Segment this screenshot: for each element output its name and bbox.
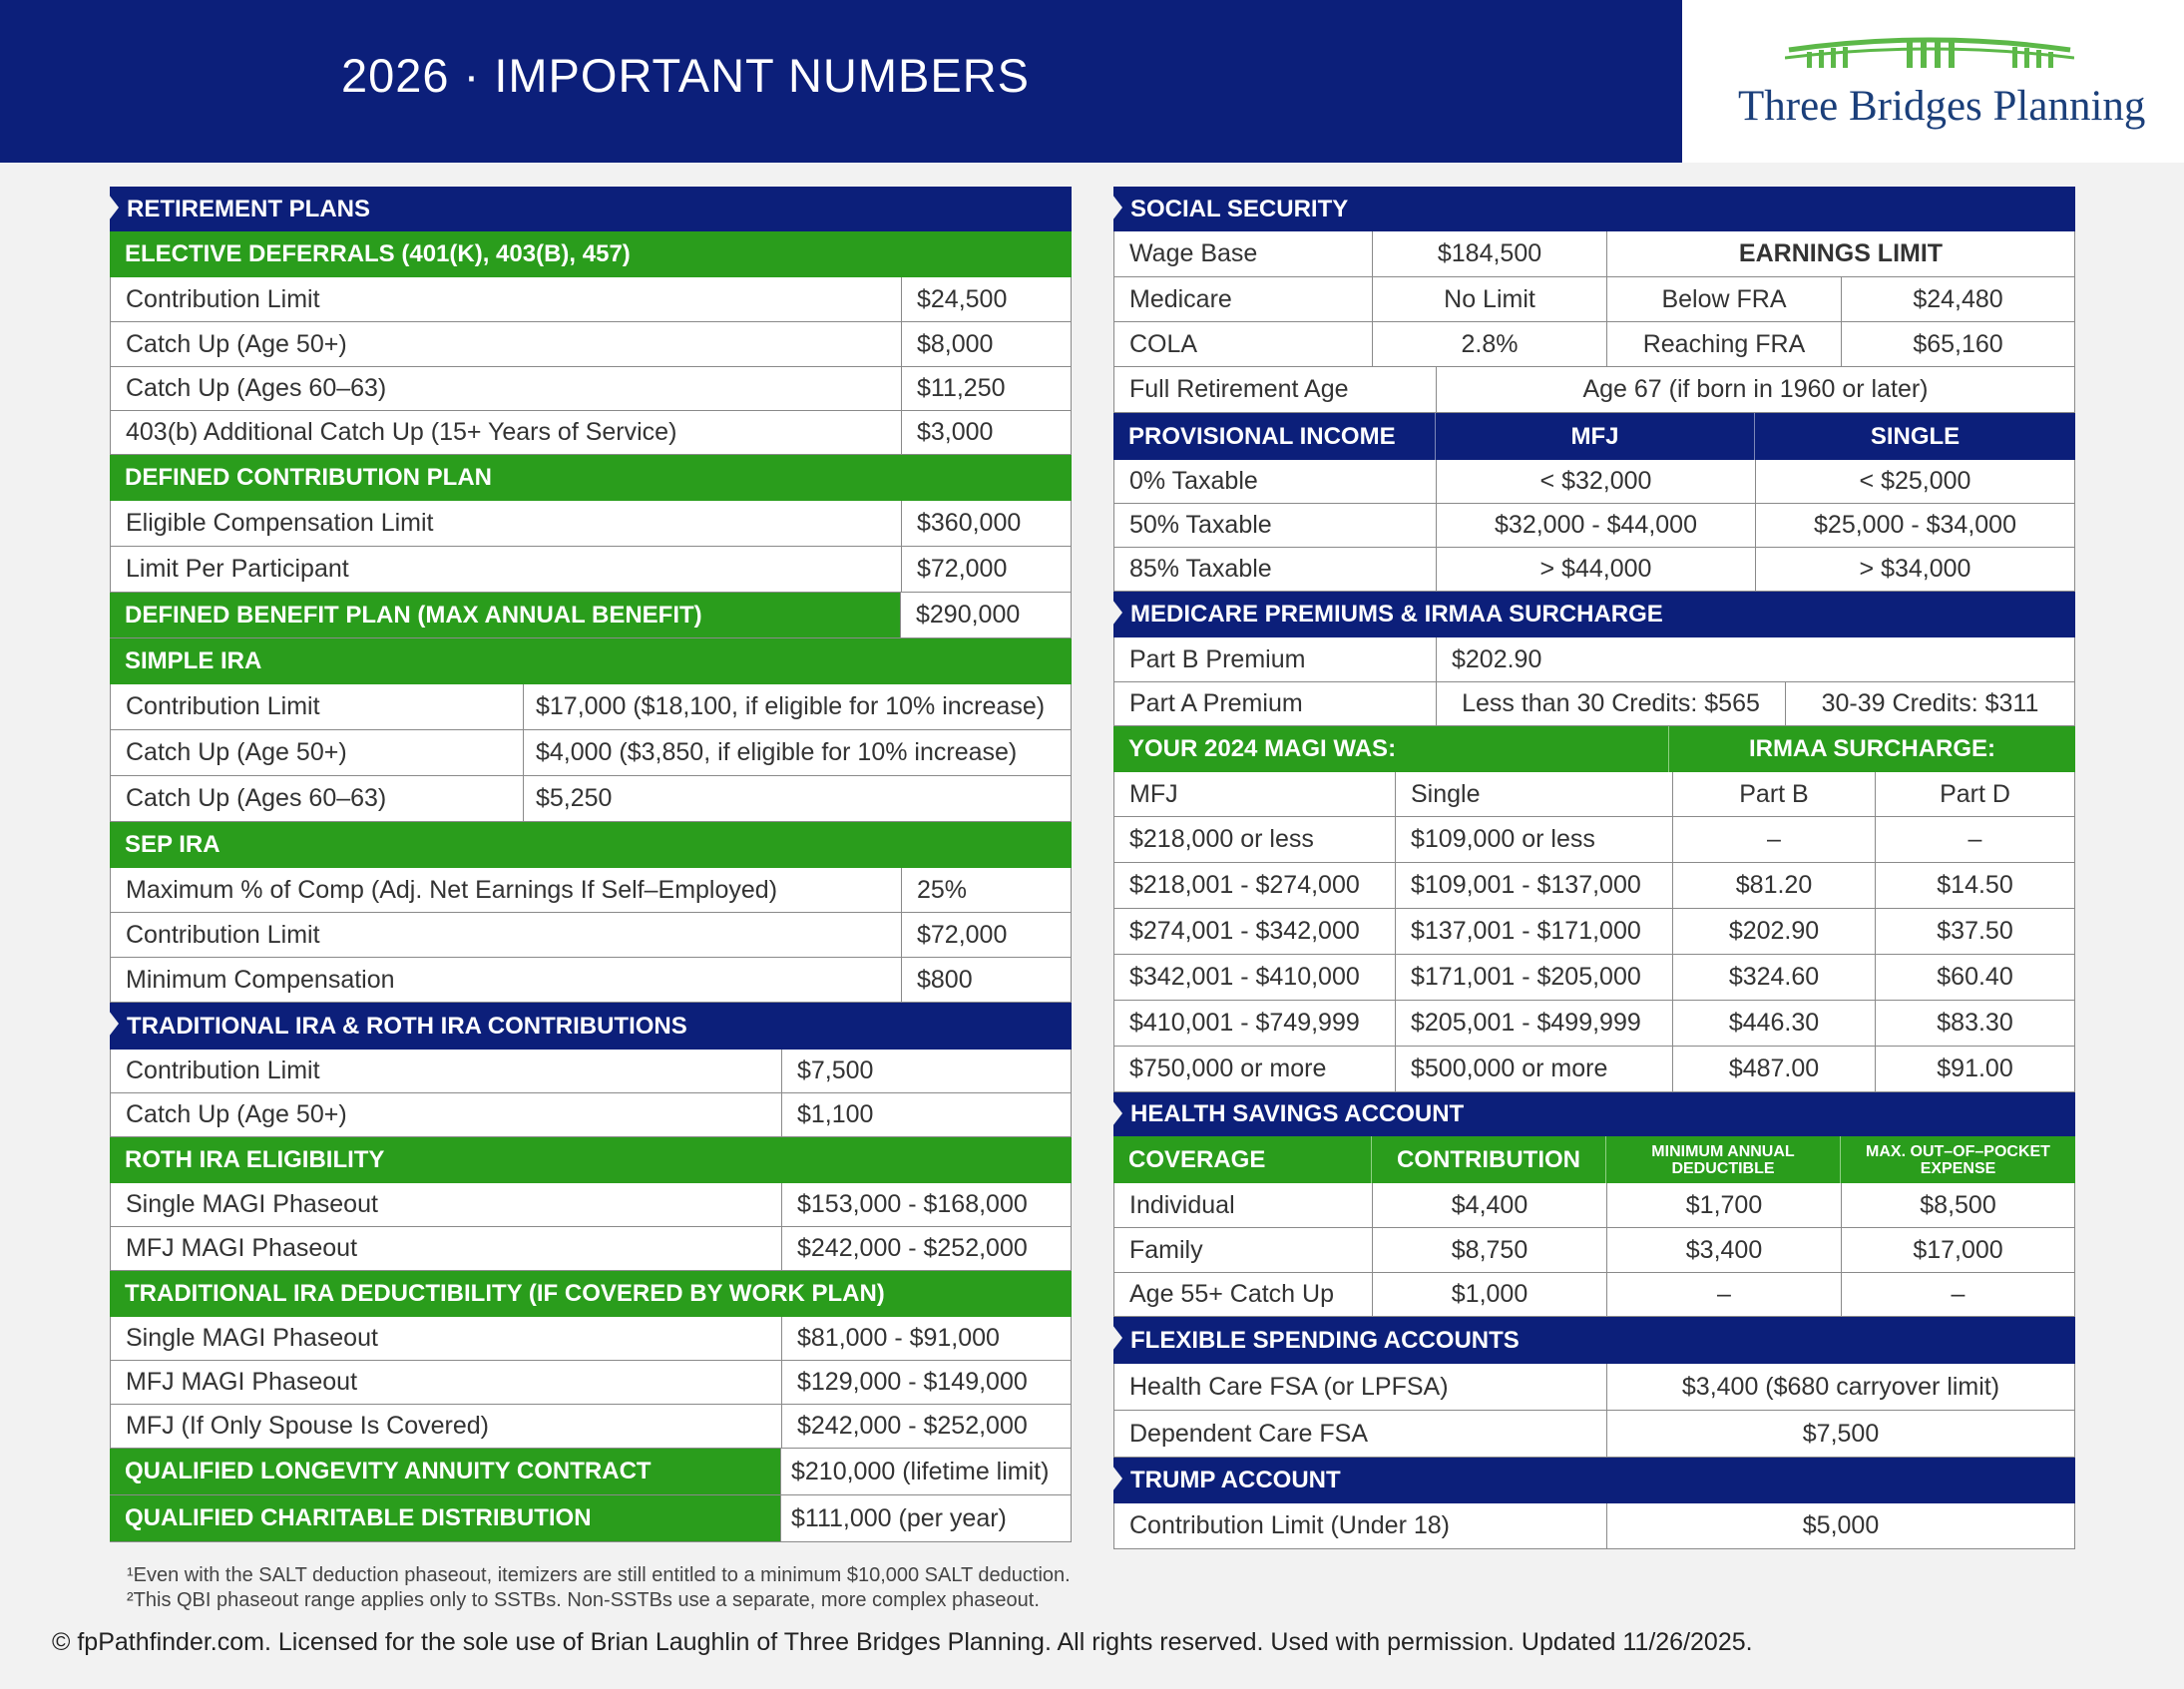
irmaa-column-labels: MFJ Single Part B Part D <box>1113 772 2075 817</box>
subsection-sep-ira: SEP IRA <box>110 822 1072 868</box>
table-row: Part A Premium Less than 30 Credits: $565 30-39 Credits: $311 <box>1113 682 2075 726</box>
table-row: $218,001 - $274,000 $109,001 - $137,000 $81.20 $14.50 <box>1113 863 2075 909</box>
subsection-simple-ira: SIMPLE IRA <box>110 638 1072 684</box>
logo-text: Three Bridges Planning <box>1738 83 2146 130</box>
header-bar <box>0 0 1682 163</box>
table-row: 403(b) Additional Catch Up (15+ Years of Service) $3,000 <box>110 411 1072 455</box>
table-row: Catch Up (Age 50+) $8,000 <box>110 322 1072 367</box>
table-row: Family $8,750 $3,400 $17,000 <box>1113 1228 2075 1273</box>
footnote-2: ²This QBI phaseout range applies only to SSTBs. Non-SSTBs use a separate, more complex phaseout. <box>127 1589 1040 1611</box>
table-row: MFJ MAGI Phaseout $129,000 - $149,000 <box>110 1361 1072 1405</box>
table-row: Catch Up (Age 50+) $1,100 <box>110 1093 1072 1137</box>
right-column <box>1113 187 2075 1549</box>
table-row: Eligible Compensation Limit $360,000 <box>110 501 1072 547</box>
table-row: Minimum Compensation $800 <box>110 958 1072 1003</box>
table-row: 50% Taxable $32,000 - $44,000 $25,000 - $34,000 <box>1113 504 2075 548</box>
section-header-trump-account: TRUMP ACCOUNT <box>1113 1458 2075 1503</box>
footnotes <box>127 1563 1071 1613</box>
subsection-defined-benefit: DEFINED BENEFIT PLAN (MAX ANNUAL BENEFIT) $290,000 <box>110 593 1072 638</box>
bridges-logo-icon <box>1785 36 2074 76</box>
table-row: Contribution Limit $72,000 <box>110 913 1072 958</box>
table-row: $342,001 - $410,000 $171,001 - $205,000 $324.60 $60.40 <box>1113 955 2075 1001</box>
page-title: 2026 · IMPORTANT NUMBERS <box>341 49 1030 102</box>
table-row: MFJ (If Only Spouse Is Covered) $242,000 - $252,000 <box>110 1405 1072 1449</box>
table-row: Contribution Limit (Under 18) $5,000 <box>1113 1503 2075 1549</box>
table-row: Age 55+ Catch Up $1,000 – – <box>1113 1273 2075 1317</box>
table-row: $410,001 - $749,999 $205,001 - $499,999 $446.30 $83.30 <box>1113 1001 2075 1047</box>
table-row: Catch Up (Age 50+) $4,000 ($3,850, if eligible for 10% increase) <box>110 730 1072 776</box>
table-row: Dependent Care FSA $7,500 <box>1113 1411 2075 1458</box>
table-row: 85% Taxable > $44,000 > $34,000 <box>1113 548 2075 592</box>
logo <box>1682 0 2184 163</box>
section-header-retirement-plans: RETIREMENT PLANS <box>110 187 1072 231</box>
subsection-roth-eligibility: ROTH IRA ELIGIBILITY <box>110 1137 1072 1183</box>
subsection-qcd: QUALIFIED CHARITABLE DISTRIBUTION $111,000 (per year) <box>110 1495 1072 1542</box>
table-row: MFJ MAGI Phaseout $242,000 - $252,000 <box>110 1227 1072 1271</box>
table-row: Maximum % of Comp (Adj. Net Earnings If Self–Employed) 25% <box>110 868 1072 913</box>
section-header-hsa: HEALTH SAVINGS ACCOUNT <box>1113 1092 2075 1136</box>
irmaa-header: YOUR 2024 MAGI WAS: IRMAA SURCHARGE: <box>1113 726 2075 772</box>
table-row: Limit Per Participant $72,000 <box>110 547 1072 593</box>
table-row: Health Care FSA (or LPFSA) $3,400 ($680 carryover limit) <box>1113 1364 2075 1411</box>
hsa-header: COVERAGE CONTRIBUTION MINIMUM ANNUAL DEDUCTIBLE MAX. OUT–OF–POCKET EXPENSE <box>1113 1136 2075 1183</box>
left-column <box>110 187 1072 1542</box>
provisional-income-header: PROVISIONAL INCOME MFJ SINGLE <box>1113 413 2075 460</box>
table-row: Full Retirement Age Age 67 (if born in 1960 or later) <box>1113 367 2075 413</box>
subsection-qlac: QUALIFIED LONGEVITY ANNUITY CONTRACT $210,000 (lifetime limit) <box>110 1449 1072 1495</box>
table-row: 0% Taxable < $32,000 < $25,000 <box>1113 460 2075 504</box>
subsection-elective-deferrals: ELECTIVE DEFERRALS (401(K), 403(B), 457) <box>110 231 1072 277</box>
subsection-defined-contribution: DEFINED CONTRIBUTION PLAN <box>110 455 1072 501</box>
table-row: Contribution Limit $24,500 <box>110 277 1072 322</box>
table-row: Catch Up (Ages 60–63) $11,250 <box>110 367 1072 411</box>
section-header-medicare: MEDICARE PREMIUMS & IRMAA SURCHARGE <box>1113 592 2075 637</box>
table-row: Single MAGI Phaseout $153,000 - $168,000 <box>110 1183 1072 1227</box>
table-row: COLA 2.8% Reaching FRA $65,160 <box>1113 322 2075 367</box>
section-header-fsa: FLEXIBLE SPENDING ACCOUNTS <box>1113 1317 2075 1364</box>
table-row: $218,000 or less $109,000 or less – – <box>1113 817 2075 863</box>
copyright: © fpPathfinder.com. Licensed for the sole use of Brian Laughlin of Three Bridges Planning. All rights reserved. Used with permission. Updated 11/26/2025. <box>52 1628 1753 1656</box>
table-row: Wage Base $184,500 EARNINGS LIMIT <box>1113 231 2075 277</box>
table-row: $274,001 - $342,000 $137,001 - $171,000 $202.90 $37.50 <box>1113 909 2075 955</box>
table-row: Contribution Limit $7,500 <box>110 1050 1072 1093</box>
table-row: Catch Up (Ages 60–63) $5,250 <box>110 776 1072 822</box>
table-row: $750,000 or more $500,000 or more $487.00 $91.00 <box>1113 1047 2075 1092</box>
subsection-trad-deductibility: TRADITIONAL IRA DEDUCTIBILITY (IF COVERED BY WORK PLAN) <box>110 1271 1072 1317</box>
table-row: Part B Premium $202.90 <box>1113 637 2075 682</box>
table-row: Single MAGI Phaseout $81,000 - $91,000 <box>110 1317 1072 1361</box>
footnote-1: ¹Even with the SALT deduction phaseout, itemizers are still entitled to a minimum $10,000 SALT deduction. <box>127 1564 1071 1586</box>
table-row: Medicare No Limit Below FRA $24,480 <box>1113 277 2075 322</box>
section-header-trad-roth: TRADITIONAL IRA & ROTH IRA CONTRIBUTIONS <box>110 1003 1072 1050</box>
table-row: Contribution Limit $17,000 ($18,100, if eligible for 10% increase) <box>110 684 1072 730</box>
section-header-social-security: SOCIAL SECURITY <box>1113 187 2075 231</box>
table-row: Individual $4,400 $1,700 $8,500 <box>1113 1183 2075 1228</box>
